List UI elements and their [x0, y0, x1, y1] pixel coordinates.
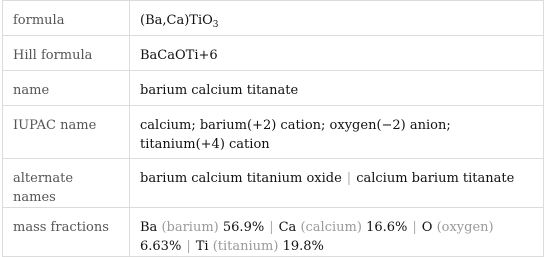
alternate-name-item: barium calcium titanium oxide — [140, 171, 342, 186]
row-iupac-name — [3, 106, 544, 159]
row-mass-fractions — [3, 208, 544, 257]
hill-formula-value: BaCaOTi+6 — [130, 36, 544, 71]
name-label: name — [3, 71, 130, 106]
properties-table — [2, 0, 544, 257]
formula-label: formula — [3, 1, 130, 36]
formula-main: (Ba,Ca)TiO — [140, 13, 213, 28]
separator: | — [269, 220, 274, 235]
row-hill-formula — [3, 36, 544, 71]
formula-value — [130, 1, 544, 36]
separator: | — [412, 220, 417, 235]
iupac-name-value: calcium; barium(+2) cation; oxygen(−2) anion; titanium(+4) cation — [130, 106, 544, 159]
formula-subscript: 3 — [212, 20, 219, 30]
row-name — [3, 71, 544, 106]
alternate-name-item: calcium barium titanate — [356, 171, 515, 186]
hill-formula-label: Hill formula — [3, 36, 130, 71]
mass-fraction-item: Ba (barium) 56.9% — [140, 220, 265, 235]
name-value: barium calcium titanate — [130, 71, 544, 106]
row-formula — [3, 1, 544, 36]
separator: | — [346, 171, 352, 186]
mass-fraction-item: O (oxygen) 6.63% — [140, 220, 494, 254]
row-alternate-names — [3, 159, 544, 208]
alternate-names-value — [130, 159, 544, 208]
alternate-names-label: alternate names — [3, 159, 130, 208]
mass-fraction-item: Ca (calcium) 16.6% — [278, 220, 408, 235]
mass-fractions-label: mass fractions — [3, 208, 130, 257]
separator: | — [186, 239, 191, 254]
mass-fraction-item: Ti (titanium) 19.8% — [195, 239, 324, 254]
mass-fractions-value — [130, 208, 544, 257]
iupac-name-label: IUPAC name — [3, 106, 130, 159]
